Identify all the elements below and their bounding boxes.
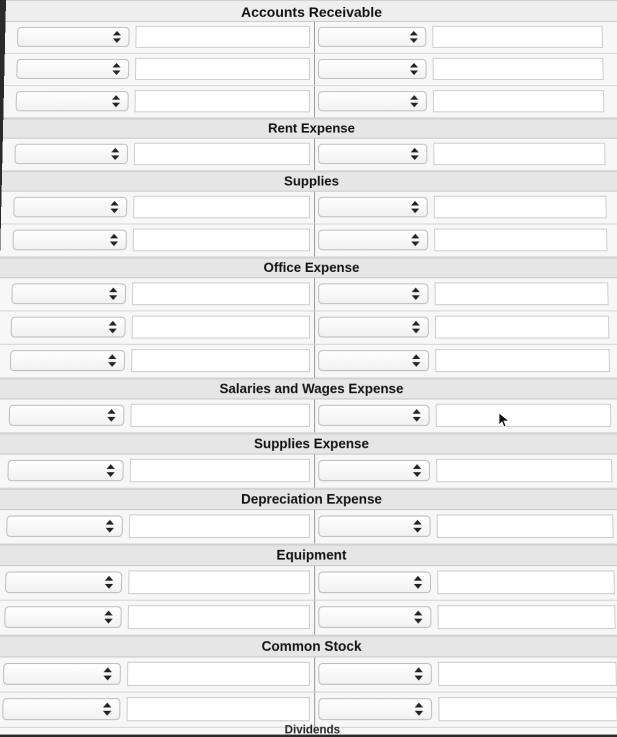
debit-amount-input[interactable] [126, 697, 309, 721]
section-title-dividends: Dividends [284, 723, 341, 737]
ledger-row [0, 225, 617, 258]
up-down-arrows-icon [411, 234, 420, 246]
credit-account-select[interactable] [318, 350, 429, 371]
debit-account-select[interactable] [10, 350, 125, 371]
debit-account-select[interactable] [5, 571, 122, 593]
column-divider [314, 192, 315, 224]
debit-account-select[interactable] [4, 606, 122, 628]
up-down-arrows-icon [410, 148, 419, 160]
up-down-arrows-icon [414, 703, 424, 716]
credit-amount-input[interactable] [435, 282, 609, 305]
column-divider [314, 693, 315, 727]
credit-account-select[interactable] [318, 91, 427, 111]
credit-account-select[interactable] [318, 197, 428, 218]
debit-amount-input[interactable] [132, 316, 310, 339]
up-down-arrows-icon [413, 576, 422, 589]
debit-amount-input[interactable] [127, 662, 310, 686]
up-down-arrows-icon [112, 63, 121, 75]
debit-amount-input[interactable] [128, 605, 310, 629]
column-divider [314, 345, 315, 378]
debit-amount-input[interactable] [134, 143, 310, 165]
column-divider [314, 657, 315, 691]
section-title: Depreciation Expense [0, 489, 617, 510]
credit-amount-input[interactable] [437, 570, 615, 594]
credit-account-select[interactable] [318, 571, 431, 593]
ledger-row [0, 399, 617, 433]
up-down-arrows-icon [410, 201, 419, 213]
ledger-row [3, 86, 617, 118]
up-down-arrows-icon [112, 31, 121, 43]
up-down-arrows-icon [411, 321, 420, 334]
up-down-arrows-icon [412, 464, 421, 477]
up-down-arrows-icon [410, 95, 419, 107]
debit-account-select[interactable] [7, 460, 123, 481]
credit-account-select[interactable] [318, 283, 428, 304]
column-divider [314, 139, 315, 171]
up-down-arrows-icon [106, 464, 116, 477]
up-down-arrows-icon [414, 667, 424, 680]
column-divider [314, 311, 315, 343]
column-divider [314, 566, 315, 600]
up-down-arrows-icon [105, 520, 115, 533]
ledger-row [2, 139, 617, 172]
up-down-arrows-icon [108, 354, 117, 367]
credit-amount-input[interactable] [436, 404, 612, 427]
section-title: Equipment [0, 545, 617, 567]
credit-account-select[interactable] [318, 317, 429, 338]
mouse-pointer-icon [498, 412, 514, 428]
up-down-arrows-icon [411, 288, 420, 300]
section-title: Office Expense [0, 257, 617, 278]
debit-account-select[interactable] [13, 197, 127, 218]
debit-account-select[interactable] [2, 698, 120, 720]
credit-amount-input[interactable] [438, 697, 617, 721]
credit-amount-input[interactable] [433, 58, 604, 80]
up-down-arrows-icon [412, 409, 421, 422]
up-down-arrows-icon [409, 31, 418, 43]
debit-amount-input[interactable] [131, 349, 310, 372]
ledger-row [5, 22, 617, 54]
ledger-row [1, 192, 617, 225]
credit-account-select[interactable] [318, 606, 431, 628]
up-down-arrows-icon [103, 667, 113, 680]
credit-amount-input[interactable] [436, 459, 612, 482]
column-divider [314, 225, 315, 257]
debit-amount-input[interactable] [132, 282, 310, 305]
debit-amount-input[interactable] [130, 404, 310, 427]
section-title: Salaries and Wages Expense [0, 378, 617, 399]
up-down-arrows-icon [107, 409, 116, 422]
credit-account-select[interactable] [318, 698, 432, 720]
column-divider [314, 455, 315, 488]
column-divider [314, 601, 315, 635]
ledger-row [4, 54, 617, 86]
debit-amount-input[interactable] [129, 514, 310, 538]
column-divider [314, 86, 315, 117]
up-down-arrows-icon [413, 520, 422, 533]
ledger-row [0, 278, 617, 311]
section-title: Supplies Expense [0, 433, 617, 454]
ledger-row [0, 345, 617, 379]
credit-amount-input[interactable] [438, 662, 617, 686]
ledger-row [0, 455, 617, 489]
credit-account-select[interactable] [318, 405, 429, 426]
debit-amount-input[interactable] [135, 26, 310, 48]
credit-account-select[interactable] [318, 27, 426, 47]
up-down-arrows-icon [409, 63, 418, 75]
up-down-arrows-icon [108, 321, 117, 334]
credit-account-select[interactable] [318, 515, 430, 536]
ledger-row [0, 311, 617, 344]
up-down-arrows-icon [110, 201, 119, 213]
debit-account-select[interactable] [3, 663, 121, 685]
credit-amount-input[interactable] [435, 349, 610, 372]
section-title: Supplies [2, 171, 617, 191]
credit-amount-input[interactable] [434, 229, 607, 252]
credit-amount-input[interactable] [435, 316, 610, 339]
credit-amount-input[interactable] [437, 605, 615, 629]
credit-amount-input[interactable] [433, 143, 605, 165]
ledger-row [0, 657, 617, 692]
credit-amount-input[interactable] [434, 196, 607, 219]
up-down-arrows-icon [111, 95, 120, 107]
credit-account-select[interactable] [318, 663, 432, 685]
credit-amount-input[interactable] [437, 514, 614, 538]
debit-amount-input[interactable] [128, 570, 310, 594]
credit-account-select[interactable] [318, 230, 428, 251]
debit-account-select[interactable] [17, 27, 130, 47]
debit-account-select[interactable] [16, 59, 129, 79]
ledger-row [0, 566, 617, 601]
up-down-arrows-icon [109, 288, 118, 300]
debit-account-select[interactable] [11, 283, 126, 304]
section-title: Rent Expense [3, 118, 617, 138]
up-down-arrows-icon [102, 703, 112, 716]
up-down-arrows-icon [412, 354, 421, 367]
debit-account-select[interactable] [12, 230, 126, 251]
column-divider [314, 54, 315, 85]
ledger-row [0, 601, 617, 636]
column-divider [314, 399, 315, 432]
up-down-arrows-icon [413, 611, 423, 624]
column-divider [314, 510, 315, 543]
credit-account-select[interactable] [318, 144, 427, 164]
debit-account-select[interactable] [14, 144, 128, 164]
ledger-row [0, 510, 617, 544]
up-down-arrows-icon [104, 576, 114, 589]
debit-amount-input[interactable] [130, 459, 310, 482]
debit-account-select[interactable] [16, 91, 129, 111]
debit-account-select[interactable] [9, 405, 125, 426]
debit-account-select[interactable] [6, 515, 123, 536]
credit-amount-input[interactable] [433, 90, 605, 112]
column-divider [314, 278, 315, 310]
up-down-arrows-icon [104, 611, 114, 624]
debit-amount-input[interactable] [133, 196, 310, 219]
section-title: Common Stock [0, 636, 617, 658]
credit-account-select[interactable] [318, 59, 427, 79]
section-title: Accounts Receivable [5, 0, 617, 22]
column-divider [314, 22, 315, 53]
credit-amount-input[interactable] [432, 26, 603, 48]
debit-account-select[interactable] [11, 317, 126, 338]
debit-amount-input[interactable] [135, 90, 310, 112]
up-down-arrows-icon [111, 148, 120, 160]
up-down-arrows-icon [109, 234, 118, 246]
debit-amount-input[interactable] [133, 229, 310, 252]
credit-account-select[interactable] [318, 460, 430, 481]
debit-amount-input[interactable] [135, 58, 310, 80]
